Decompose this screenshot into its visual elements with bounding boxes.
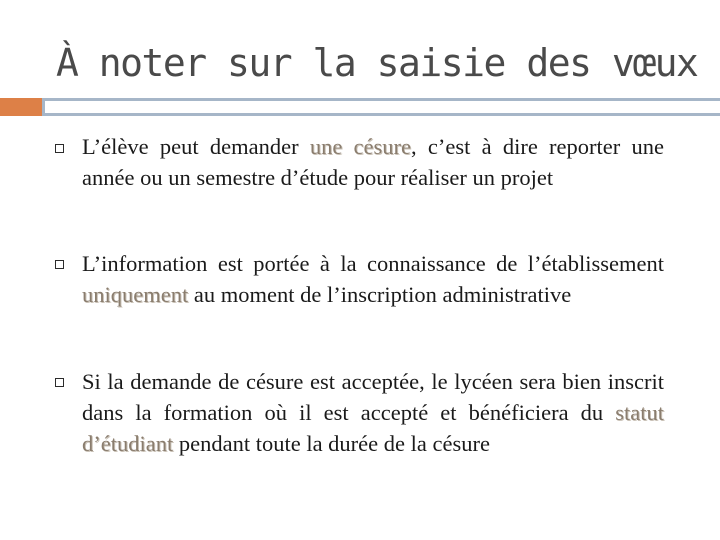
bullet-text-segment: Si la demande de césure est acceptée, le lycéen sera bien inscrit dans la formation où il est accepté et bénéficiera du [82,369,664,425]
bullet-square-icon [55,378,64,387]
bullet-text-acceptance [82,366,664,459]
highlight-text: uniquement [82,282,189,307]
accent-bar-orange [0,98,42,116]
bullet-text-segment: pendant toute la durée de la césure [173,431,490,456]
slide-title: À noter sur la saisie des vœux [56,41,698,85]
bullet-square-icon [55,260,64,269]
bullet-text-segment: L’information est portée à la connaissance de l’établissement [82,251,664,276]
highlight-text: statut d’étudiant [82,400,664,456]
bullet-text-segment: , c’est à dire reporter une année ou un semestre d’étude pour réaliser un projet [82,134,664,190]
accent-bar-blue-inner [45,101,720,113]
bullet-square-icon [55,144,64,153]
bullet-text-information [82,248,664,310]
bullet-text-segment: L’élève peut demander [82,134,310,159]
highlight-text: une césure [309,134,412,159]
bullet-text-segment: au moment de l’inscription administrative [188,282,572,307]
bullet-text-cesure [82,131,664,193]
